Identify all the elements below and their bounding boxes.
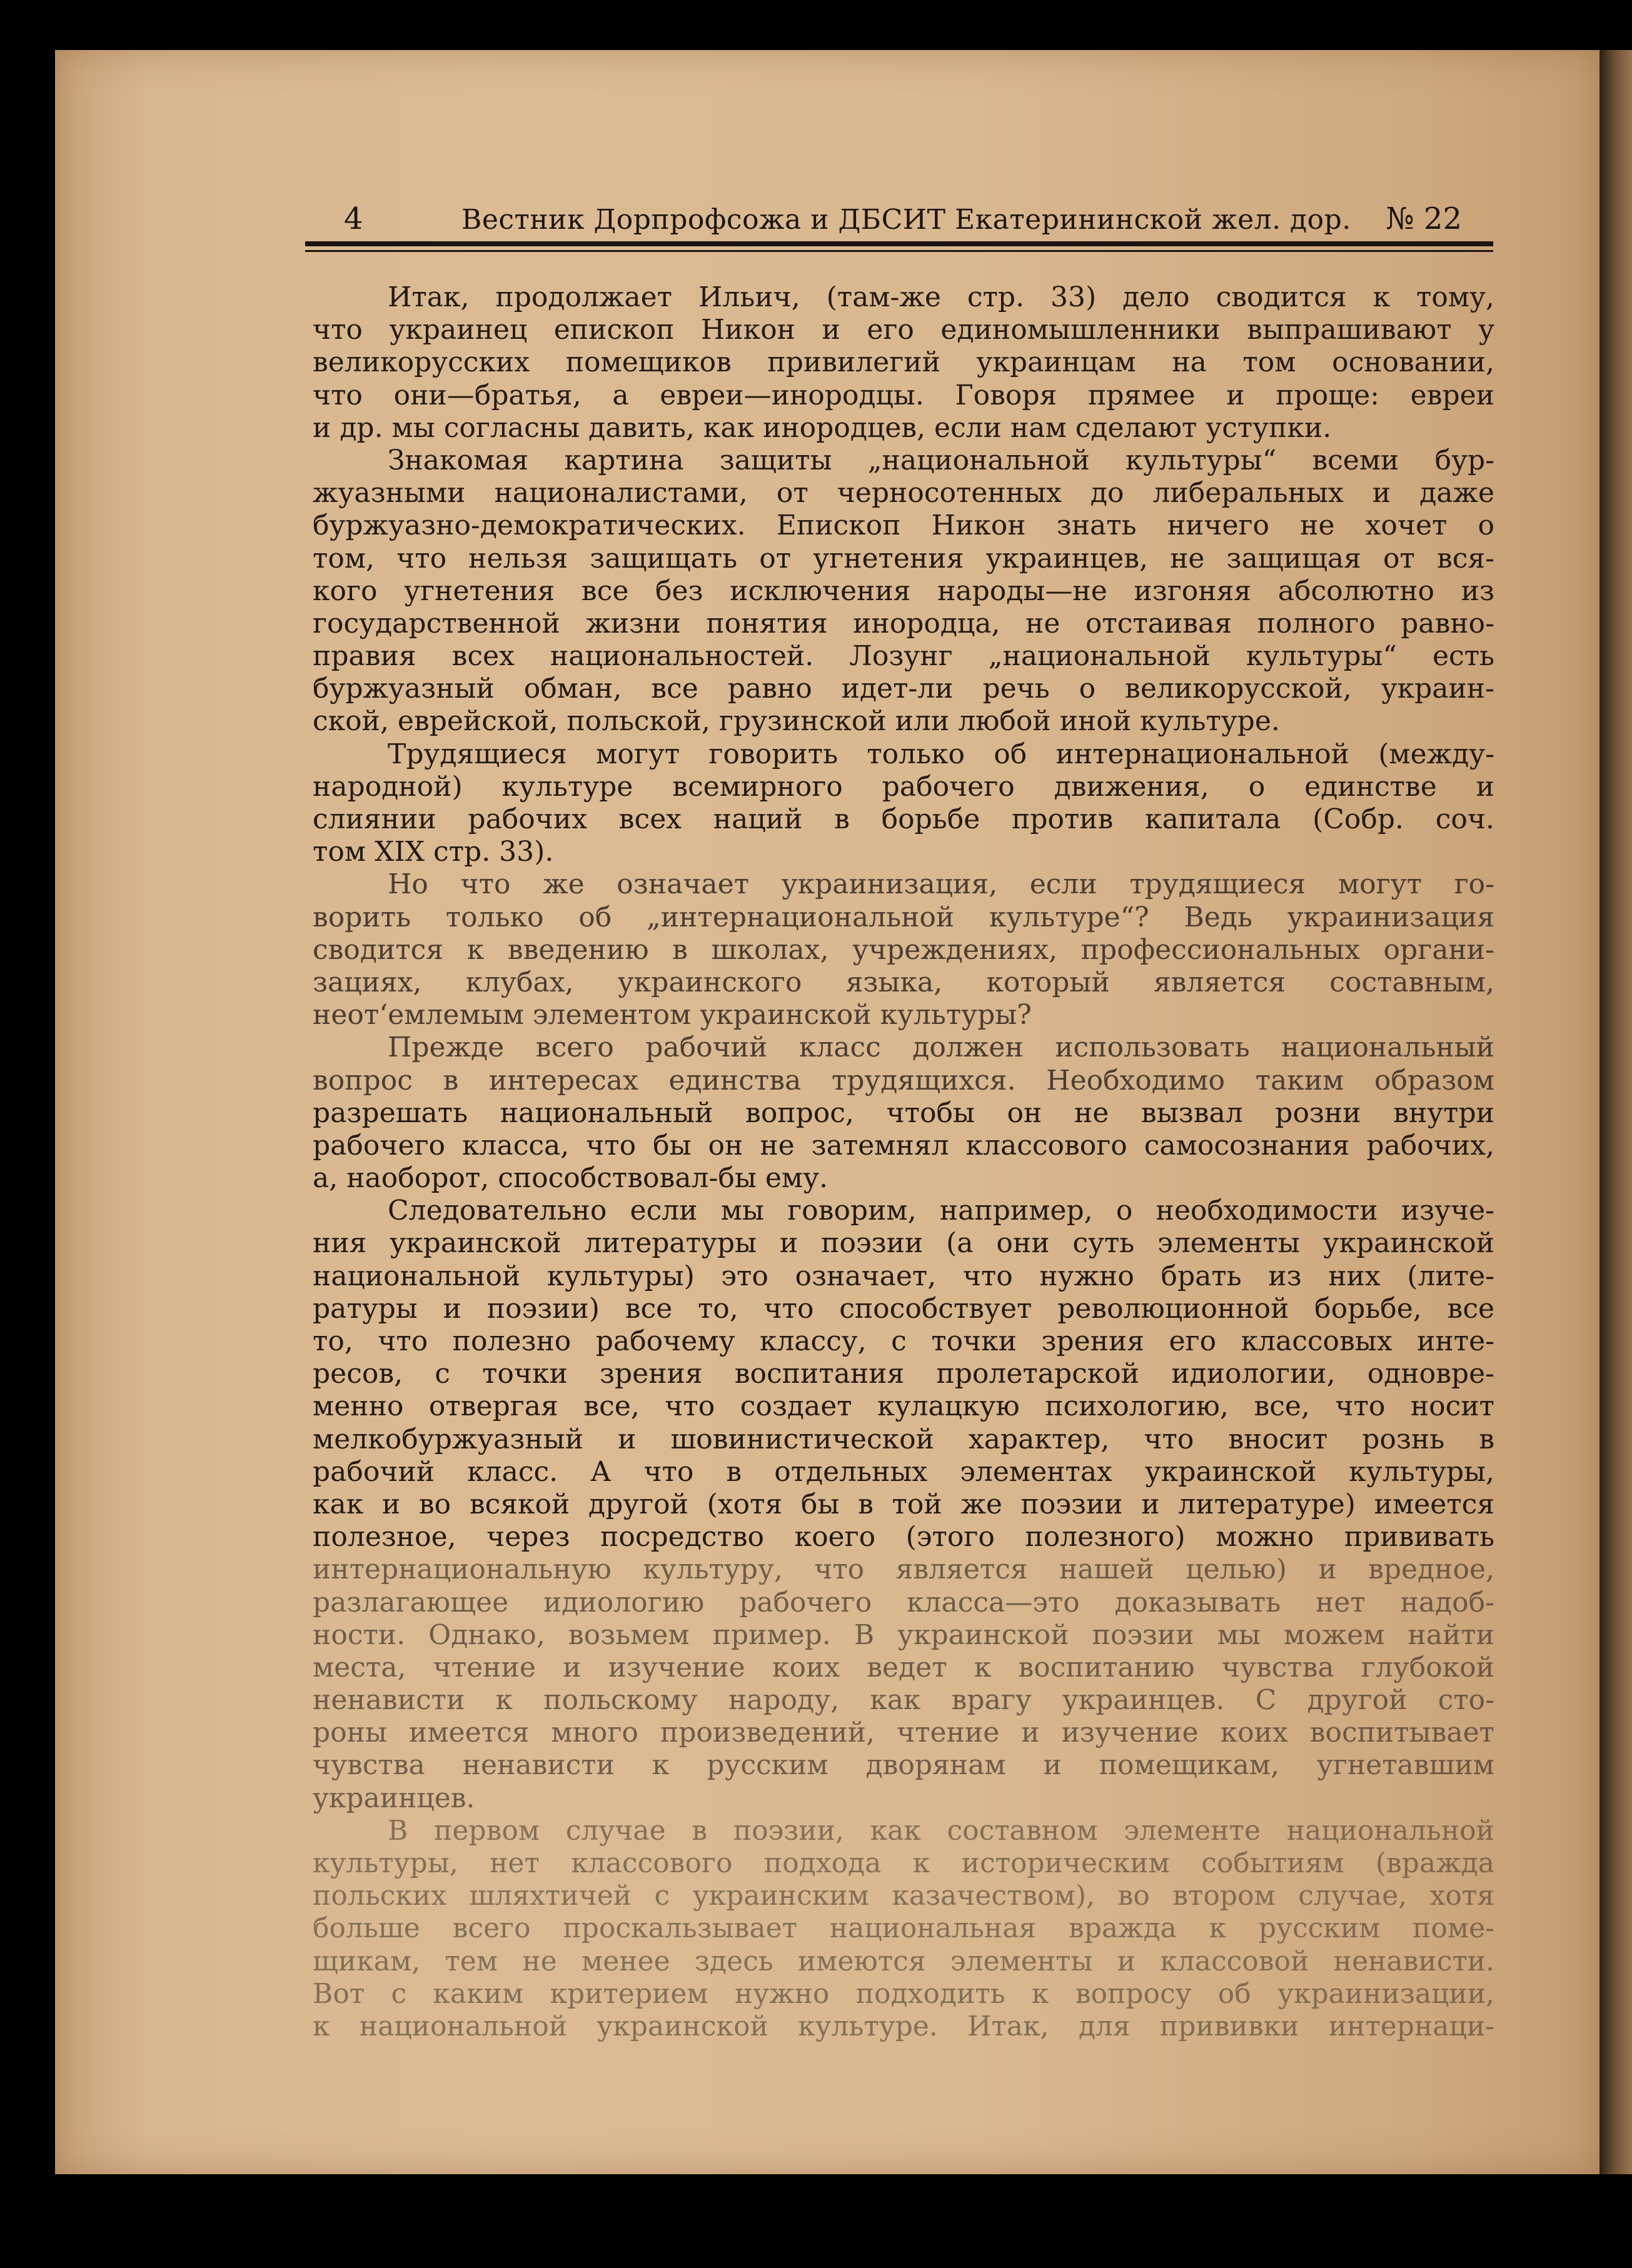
text-line: ности. Однако, возьмем пример. В украинской поэзии мы можем найти	[313, 1618, 1494, 1651]
text-line: разрешать национальный вопрос, чтобы он не вызвал розни внутри	[313, 1096, 1494, 1129]
text-line: рабочий класс. А что в отдельных элементах украинской культуры,	[313, 1455, 1494, 1488]
text-line: буржуазный обман, все равно идет-ли речь о великорусской, украин-	[313, 673, 1494, 705]
text-line: роны имеется много произведений, чтение и изучение коих воспитывает	[313, 1717, 1494, 1749]
text-line: мелкобуржуазный и шовинистической характер, что вносит рознь в	[313, 1423, 1494, 1455]
text-line: жуазными националистами, от черносотенных до либеральных и даже	[313, 477, 1494, 509]
text-line: чувства ненависти к русским дворянам и помещикам, угнетавшим	[313, 1749, 1494, 1782]
text-line: ресов, с точки зрения воспитания пролетарской идиологии, одновре-	[313, 1358, 1494, 1390]
text-line: сводится к введению в школах, учреждениях, профессиональных органи-	[313, 933, 1494, 966]
running-header	[305, 188, 1493, 256]
text-line: В первом случае в поэзии, как составном элементе национальной	[388, 1814, 1494, 1847]
text-line: а, наоборот, способствовал-бы ему.	[313, 1162, 828, 1195]
text-line: неот‘емлемым элементом украинской культуры?	[313, 999, 1032, 1031]
text-line: Прежде всего рабочий класс должен использовать национальный	[388, 1031, 1494, 1064]
text-line: ненависти к польскому народу, как врагу украинцев. С другой сто-	[313, 1684, 1494, 1717]
publication-title: Вестник Дорпрофсожа и ДБСИТ Екатерининской жел. дор.	[461, 204, 1351, 236]
text-line: зациях, клубах, украинского языка, который является составным,	[313, 966, 1494, 998]
text-line: рабочего класса, что бы он не затемнял классового самосознания рабочих,	[313, 1129, 1494, 1162]
header-rule-thick	[305, 241, 1493, 246]
issue-number: № 22	[1386, 201, 1462, 236]
text-line: народной) культуре всемирного рабочего движения, о единстве и	[313, 770, 1494, 803]
text-line: кого угнетения все без исключения народы—не изгоняя абсолютно из	[313, 575, 1494, 607]
text-line: что они—братья, а евреи—инородцы. Говоря прямее и проще: евреи	[313, 379, 1494, 411]
page-number: 4	[344, 201, 363, 236]
text-line: ской, еврейской, польской, грузинской или любой иной культуре.	[313, 705, 1280, 738]
text-line: великорусских помещиков привилегий украинцам на том основании,	[313, 346, 1494, 379]
text-line: разлагающее идиологию рабочего класса—это доказывать нет надоб-	[313, 1586, 1494, 1618]
text-line: Трудящиеся могут говорить только об интернациональной (между-	[388, 738, 1494, 770]
text-line: места, чтение и изучение коих ведет к воспитанию чувства глубокой	[313, 1651, 1494, 1683]
header-rule-thin	[305, 250, 1493, 252]
text-line: культуры, нет классового подхода к историческим событиям (вражда	[313, 1847, 1494, 1879]
text-line: полезное, через посредство коего (этого полезного) можно прививать	[313, 1521, 1494, 1553]
text-line: Итак, продолжает Ильич, (там-же стр. 33) дело сводится к тому,	[388, 281, 1494, 313]
text-line: Следовательно если мы говорим, например, о необходимости изуче-	[388, 1195, 1494, 1227]
text-line: менно отвергая все, что создает кулацкую психологию, все, что носит	[313, 1390, 1494, 1423]
text-line: Знакомая картина защиты „национальной культуры“ всеми бур-	[388, 444, 1494, 476]
text-line: интернациональную культуру, что является нашей целью) и вредное,	[313, 1553, 1494, 1586]
text-line: вопрос в интересах единства трудящихся. Необходимо таким образом	[313, 1064, 1494, 1096]
text-line: что украинец епископ Никон и его единомышленники выпрашивают у	[313, 314, 1494, 346]
text-line: государственной жизни понятия инородца, не отстаивая полного равно-	[313, 607, 1494, 640]
text-line: ратуры и поэзии) все то, что способствует революционной борьбе, все	[313, 1292, 1494, 1325]
text-line: том XIX стр. 33).	[313, 836, 554, 868]
text-line: ния украинской литературы и поэзии (а они суть элементы украинской	[313, 1227, 1494, 1260]
text-line: Но что же означает украинизация, если трудящиеся могут го-	[388, 868, 1494, 901]
page-spine-shadow	[1599, 50, 1632, 2174]
text-line: щикам, тем не менее здесь имеются элементы и классовой ненависти.	[313, 1945, 1494, 1977]
text-line: буржуазно-демократических. Епископ Никон знать ничего не хочет о	[313, 509, 1494, 542]
text-line: правия всех национальностей. Лозунг „национальной культуры“ есть	[313, 640, 1494, 673]
text-line: и др. мы согласны давить, как инородцев, если нам сделают уступки.	[313, 411, 1332, 444]
text-line: национальной культуры) это означает, что нужно брать из них (лите-	[313, 1260, 1494, 1292]
text-line: как и во всякой другой (хотя бы в той же поэзии и литературе) имеется	[313, 1488, 1494, 1520]
article-body	[313, 281, 1494, 2043]
text-line: украинцев.	[313, 1782, 475, 1814]
text-line: том, что нельзя защищать от угнетения украинцев, не защищая от вся-	[313, 542, 1494, 575]
text-line: то, что полезно рабочему классу, с точки зрения его классовых инте-	[313, 1325, 1494, 1357]
text-line: слиянии рабочих всех наций в борьбе против капитала (Собр. соч.	[313, 803, 1494, 835]
text-line: польских шляхтичей с украинским казачеством), во втором случае, хотя	[313, 1880, 1494, 1912]
text-line: ворить только об „интернациональной культуре“? Ведь украинизация	[313, 901, 1494, 933]
text-line: Вот с каким критерием нужно подходить к вопросу об украинизации,	[313, 1977, 1494, 2010]
text-line: к национальной украинской культуре. Итак, для прививки интернаци-	[313, 2010, 1494, 2042]
text-line: больше всего проскальзывает национальная вражда к русским поме-	[313, 1912, 1494, 1945]
